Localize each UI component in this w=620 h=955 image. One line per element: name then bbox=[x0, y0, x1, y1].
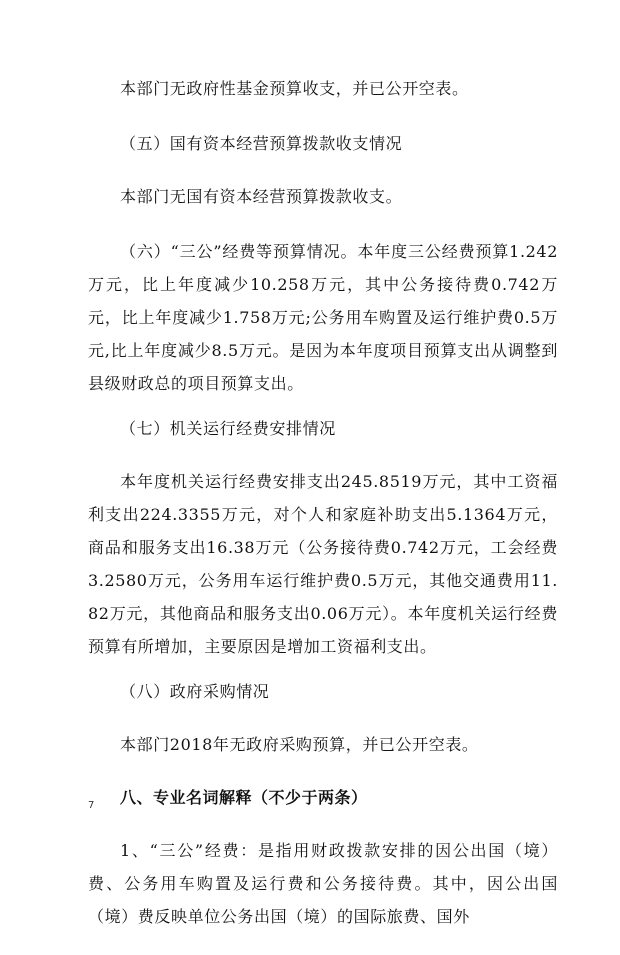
paragraph-operating-expenses: 本年度机关运行经费安排支出245.8519万元，其中工资福利支出224.3355万元，对个人和家庭补助支出5.1364万元，商品和服务支出16.38万元（公务接待费0.742万元，工会经费3.2580万元，公务用车运行维护费0.5万元，其他交通费用11.82万元，其他商品和服务支出0.06万元）。本年度机关运行经费预算有所增加，主要原因是增加工资福利支出。 bbox=[88, 472, 558, 656]
heading-operating-expenses: （七）机关运行经费安排情况 bbox=[120, 419, 336, 438]
heading-government-procurement: （八）政府采购情况 bbox=[120, 682, 270, 701]
paragraph-three-public-expenses: （六）“三公”经费等预算情况。本年度三公经费预算1.242万元，比上年度减少10.258万元，其中公务接待费0.742万元，比上年度减少1.758万元;公务用车购置及运行维护费0.5万元,比上年度减少8.5万元。是因为本年度项目预算支出从调整到县级财政总的项目预算支出。 bbox=[88, 242, 558, 393]
heading-state-capital-budget: （五）国有资本经营预算拨款收支情况 bbox=[120, 134, 403, 153]
heading-terminology: 八、专业名词解释（不少于两条） bbox=[120, 788, 368, 807]
paragraph-government-procurement: 本部门2018年无政府采购预算，并已公开空表。 bbox=[120, 735, 479, 754]
page-number: 7 bbox=[88, 800, 95, 811]
document-body bbox=[88, 72, 558, 955]
paragraph-government-fund: 本部门无政府性基金预算收支，并已公开空表。 bbox=[120, 79, 469, 98]
paragraph-three-public-definition: 1、“三公”经费：是指用财政拨款安排的因公出国（境）费、公务用车购置及运行费和公务接待费。其中，因公出国（境）费反映单位公务出国（境）的国际旅费、国外 bbox=[88, 841, 558, 926]
paragraph-state-capital-budget: 本部门无国有资本经营预算拨款收支。 bbox=[120, 187, 403, 206]
